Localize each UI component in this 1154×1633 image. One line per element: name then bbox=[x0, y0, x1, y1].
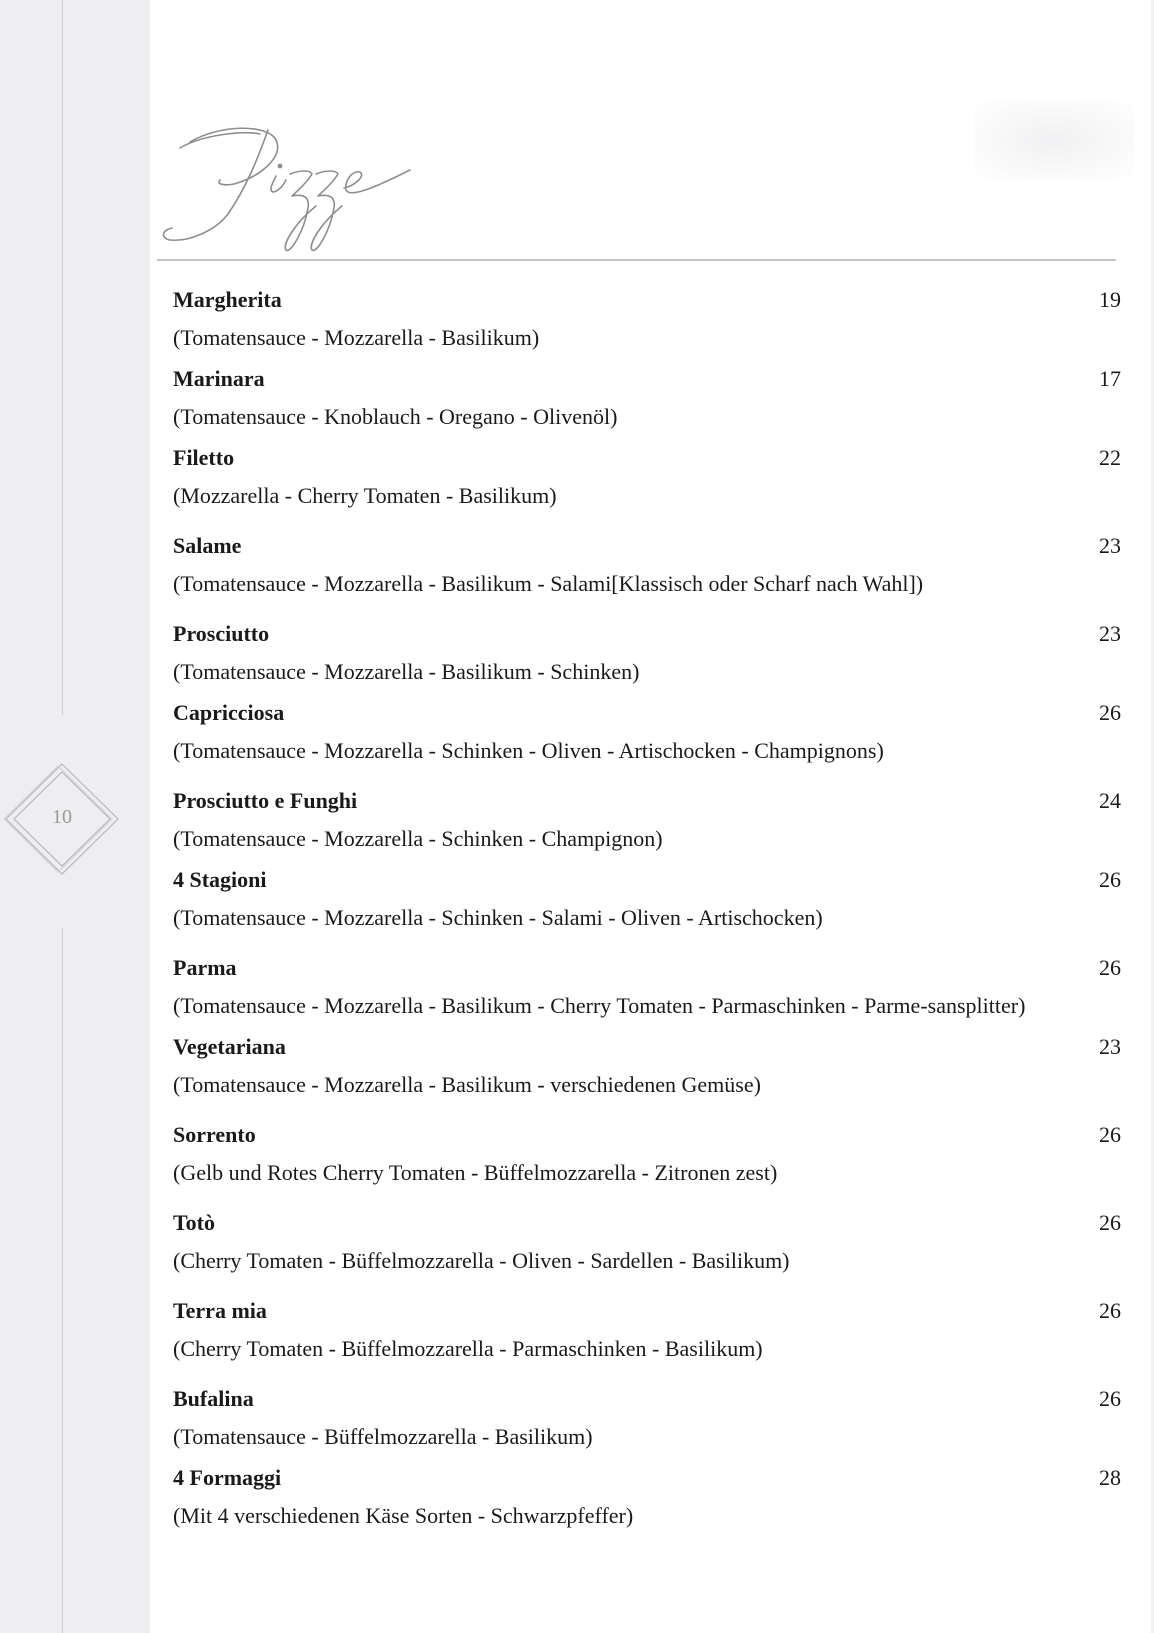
item-name: Salame bbox=[173, 533, 242, 558]
item-description: (Tomatensauce - Mozzarella - Basilikum - verschiedenen Gemüse) bbox=[173, 1072, 761, 1097]
menu-item bbox=[173, 1381, 1121, 1452]
item-description: (Tomatensauce - Mozzarella - Basilikum - Salami[Klassisch oder Scharf nach Wahl]) bbox=[173, 571, 924, 596]
item-price: 28 bbox=[1099, 1465, 1121, 1490]
item-description: (Tomatensauce - Mozzarella - Basilikum - Cherry Tomaten - Parmaschinken - Parme-sansplitter) bbox=[173, 993, 1026, 1018]
item-price: 22 bbox=[1099, 445, 1121, 470]
menu-item bbox=[173, 1460, 1121, 1531]
item-price: 26 bbox=[1099, 867, 1121, 892]
menu-item bbox=[173, 1205, 1121, 1276]
item-price: 26 bbox=[1099, 1298, 1121, 1323]
item-name: Prosciutto bbox=[173, 621, 270, 646]
item-description: (Cherry Tomaten - Büffelmozzarella - Oliven - Sardellen - Basilikum) bbox=[173, 1248, 790, 1273]
item-name: Filetto bbox=[173, 445, 235, 470]
menu-item bbox=[173, 440, 1121, 511]
item-name: Sorrento bbox=[173, 1122, 256, 1147]
menu-item bbox=[173, 862, 1121, 933]
item-description: (Tomatensauce - Mozzarella - Schinken - Salami - Oliven - Artischocken) bbox=[173, 905, 823, 930]
menu-item bbox=[173, 695, 1121, 766]
item-description: (Mit 4 verschiedenen Käse Sorten - Schwarzpfeffer) bbox=[173, 1503, 634, 1528]
item-name: Marinara bbox=[173, 366, 265, 391]
item-description: (Tomatensauce - Mozzarella - Schinken - Oliven - Artischocken - Champignons) bbox=[173, 738, 884, 763]
menu-item bbox=[173, 950, 1121, 1021]
paper-sheen bbox=[974, 100, 1134, 180]
item-description: (Tomatensauce - Mozzarella - Basilikum) bbox=[173, 325, 540, 350]
item-name: Terra mia bbox=[173, 1298, 267, 1323]
item-name: 4 Stagioni bbox=[173, 867, 267, 892]
menu-item bbox=[173, 361, 1121, 432]
pizza-menu-list bbox=[173, 282, 1121, 1531]
item-price: 17 bbox=[1099, 366, 1121, 391]
menu-item bbox=[173, 528, 1121, 599]
item-price: 26 bbox=[1099, 700, 1121, 725]
item-name: Bufalina bbox=[173, 1386, 254, 1411]
item-name: Parma bbox=[173, 955, 237, 980]
item-name: Prosciutto e Funghi bbox=[173, 788, 358, 813]
item-price: 23 bbox=[1099, 1034, 1121, 1059]
pizze-script-title bbox=[150, 118, 450, 268]
menu-item bbox=[173, 282, 1121, 353]
item-price: 23 bbox=[1099, 621, 1121, 646]
item-description: (Tomatensauce - Knoblauch - Oregano - Olivenöl) bbox=[173, 404, 618, 429]
item-price: 26 bbox=[1099, 1210, 1121, 1235]
item-price: 26 bbox=[1099, 1122, 1121, 1147]
item-description: (Tomatensauce - Büffelmozzarella - Basilikum) bbox=[173, 1424, 593, 1449]
item-price: 24 bbox=[1099, 788, 1121, 813]
menu-item bbox=[173, 783, 1121, 854]
vertical-rule-bottom bbox=[62, 928, 63, 1633]
item-price: 26 bbox=[1099, 955, 1121, 980]
menu-item bbox=[173, 616, 1121, 687]
item-description: (Tomatensauce - Mozzarella - Basilikum - Schinken) bbox=[173, 659, 640, 684]
item-description: (Cherry Tomaten - Büffelmozzarella - Parmaschinken - Basilikum) bbox=[173, 1336, 763, 1361]
item-name: Margherita bbox=[173, 287, 282, 312]
page-number: 10 bbox=[52, 806, 72, 828]
item-name: Totò bbox=[173, 1210, 215, 1235]
vertical-rule-top bbox=[62, 0, 63, 715]
menu-item bbox=[173, 1029, 1121, 1100]
item-name: 4 Formaggi bbox=[173, 1465, 282, 1490]
item-name: Vegetariana bbox=[173, 1034, 286, 1059]
item-price: 26 bbox=[1099, 1386, 1121, 1411]
item-description: (Tomatensauce - Mozzarella - Schinken - Champignon) bbox=[173, 826, 663, 851]
item-name: Capricciosa bbox=[173, 700, 285, 725]
item-description: (Gelb und Rotes Cherry Tomaten - Büffelmozzarella - Zitronen zest) bbox=[173, 1160, 778, 1185]
item-price: 23 bbox=[1099, 533, 1121, 558]
item-description: (Mozzarella - Cherry Tomaten - Basilikum) bbox=[173, 483, 557, 508]
title-divider bbox=[157, 259, 1116, 261]
menu-item bbox=[173, 1293, 1121, 1364]
item-price: 19 bbox=[1099, 287, 1121, 312]
menu-item bbox=[173, 1117, 1121, 1188]
